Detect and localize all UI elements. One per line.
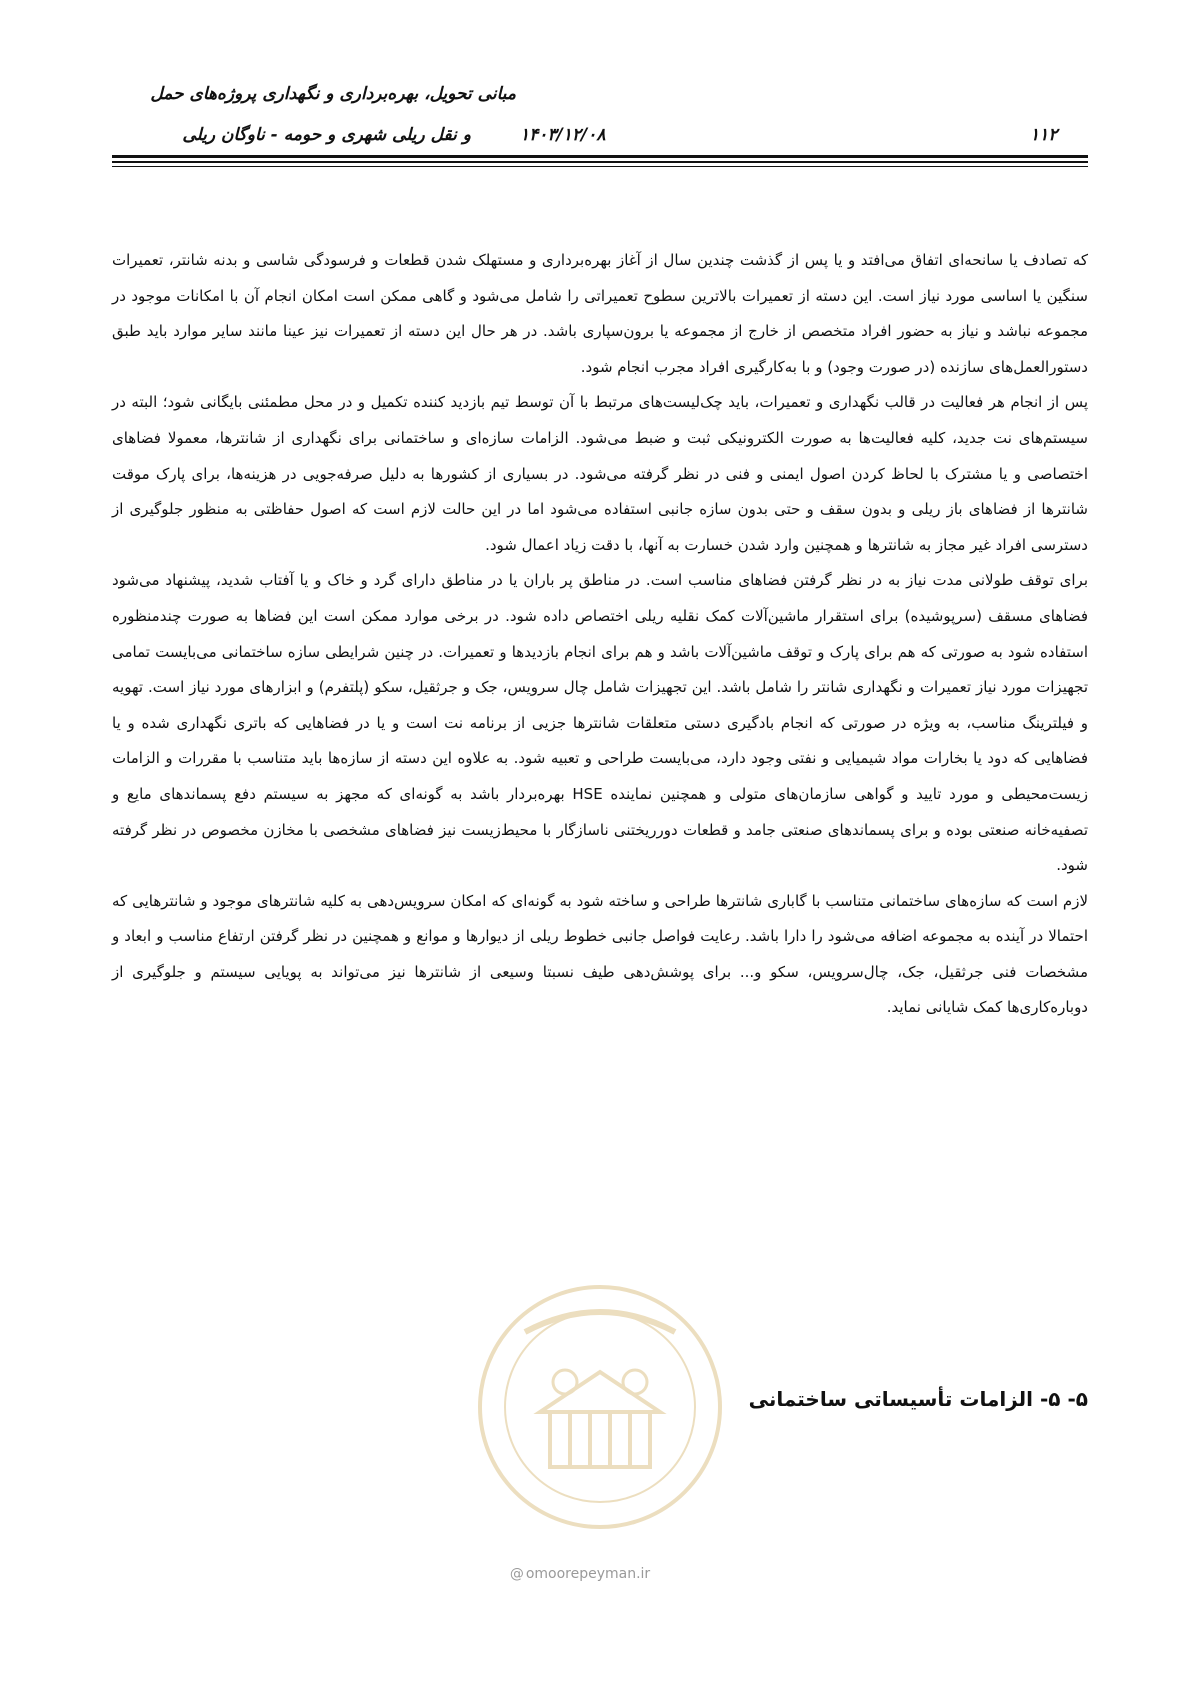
header-rule-thick — [112, 155, 1088, 158]
paragraph: پس از انجام هر فعالیت در قالب نگهداری و تعمیرات، باید چک‌لیست‌های مرتبط با آن توسط تیم بازدید کننده تکمیل و در محل مطمئنی بایگانی شود؛ البته در سیستم‌های نت جدید، کلیه فعالیت‌ها به صورت الکترونیکی ثبت و ضبط می‌شود. الزامات سازه‌ای و ساختمانی برای نگهداری از شانترها، معمولا فضاهای اختصاصی و یا مشترک با لحاظ کردن اصول ایمنی و فنی در نظر گرفته می‌شود. در بسیاری از کشورها به دلیل صرفه‌جویی در هزینه‌ها، برای پارک موقت شانترها از فضاهای باز ریلی و بدون سقف و حتی بدون سازه جانبی استفاده می‌شود اما در این حالت لازم است که اصول حفاظتی به منظور جلوگیری از دسترسی افراد غیر مجاز به شانترها و همچنین وارد شدن خسارت به آنها، با دقت زیاد اعمال شود. — [112, 393, 1088, 554]
section-heading: ۵- ۵- الزامات تأسیساتی ساختمانی — [748, 1387, 1088, 1411]
watermark-url-text: omoorepeyman.ir — [525, 1566, 651, 1582]
body-text — [112, 243, 1088, 1026]
header-date: ۱۴۰۳/۱۲/۰۸ — [520, 125, 606, 145]
paragraph: لازم است که سازه‌های ساختمانی متناسب با گاباری شانترها طراحی و ساخته شود به گونه‌ای که امکان سرویس‌دهی به کلیه شانترهای موجود و شانترهایی که احتمالا در آینده به مجموعه اضافه می‌شود را دارا باشد. رعایت فواصل جانبی خطوط ریلی از دیوارها و موانع و همچنین در نظر گرفتن ارتفاع مناسب و ابعاد و مشخصات فنی جرثقیل، جک، چال‌سرویس، سکو و... برای پوشش‌دهی طیف نسبتا وسیعی از شانترها نیز می‌تواند به پویایی سیستم و جلوگیری از دوباره‌کاری‌ها کمک شایانی نماید. — [112, 891, 1088, 1017]
watermark-seal-icon — [455, 1262, 745, 1552]
header-rule-medium — [112, 161, 1088, 163]
paragraph: برای توقف طولانی مدت نیاز به در نظر گرفتن فضاهای مناسب است. در مناطق پر باران یا در مناطق دارای گرد و خاک و یا آفتاب شدید، پیشنهاد می‌شود فضاهای مسقف (سرپوشیده) برای استقرار ماشین‌آلات کمک نقلیه ریلی اختصاص داده شود. در برخی موارد ممکن است این فضاها به صورت چندمنظوره استفاده شود به صورتی که هم برای پارک و توقف ماشین‌آلات باشد و هم برای انجام بازدیدها و تعمیرات. در چنین شرایطی سازه ساختمانی می‌بایست تمامی تجهیزات مورد نیاز تعمیرات و نگهداری شانتر را شامل باشد. این تجهیزات شامل چال سرویس، جک و جرثقیل، سکو (پلتفرم) و ابزارهای مورد نیاز است. تهویه و فیلترینگ مناسب، به ویژه در صورتی که انجام بادگیری دستی متعلقات شانترها جزیی از برنامه نت است و یا در فضاهایی که باتری نگهداری شده و یا فضاهایی که دود یا بخارات مواد شیمیایی و نفتی وجود دارد، می‌بایست طراحی و تعبیه شود. به علاوه این دسته از سازه‌ها باید متناسب با مقررات و الزامات زیست‌محیطی و مورد تایید و گواهی سازمان‌های متولی و همچنین نماینده HSE بهره‌بردار باشد به گونه‌ای که مجهز به سیستم دفع پسماندهای مایع و تصفیه‌خانه صنعتی بوده و برای پسماندهای صنعتی جامد و قطعات دورریختنی ناسازگار با محیط‌زیست نیز فضاهای مشخصی با مخازن مخصوص در نظر گرفته شود. — [112, 571, 1089, 875]
at-icon: @ — [509, 1566, 524, 1582]
page-number: ۱۱۲ — [1030, 125, 1058, 145]
paragraph: که تصادف یا سانحه‌ای اتفاق می‌افتد و یا پس از گذشت چندین سال از آغاز بهره‌برداری و مستهلک شدن قطعات و فرسودگی شاسی و بدنه شانتر، تعمیرات سنگین یا اساسی مورد نیاز است. این دسته از تعمیرات بالاترین سطوح تعمیراتی را شامل می‌شود و گاهی ممکن است امکان انجام آن با امکانات موجود در مجموعه نباشد و نیاز به حضور افراد متخصص از خارج از مجموعه یا برون‌سپاری باشد. در هر حال این دسته از تعمیرات نیز عینا مانند سایر موارد باید طبق دستورالعمل‌های سازنده (در صورت وجود) و با به‌کارگیری افراد مجرب انجام شود. — [112, 251, 1088, 376]
header-title-line1: مبانی تحویل، بهره‌برداری و نگهداری پروژه‌های حمل — [150, 84, 516, 104]
header-rule-thin — [112, 166, 1088, 167]
header-title-line2: و نقل ریلی شهری و حومه - ناوگان ریلی — [182, 125, 471, 145]
page-header — [0, 0, 1191, 175]
watermark-url — [470, 1566, 690, 1582]
